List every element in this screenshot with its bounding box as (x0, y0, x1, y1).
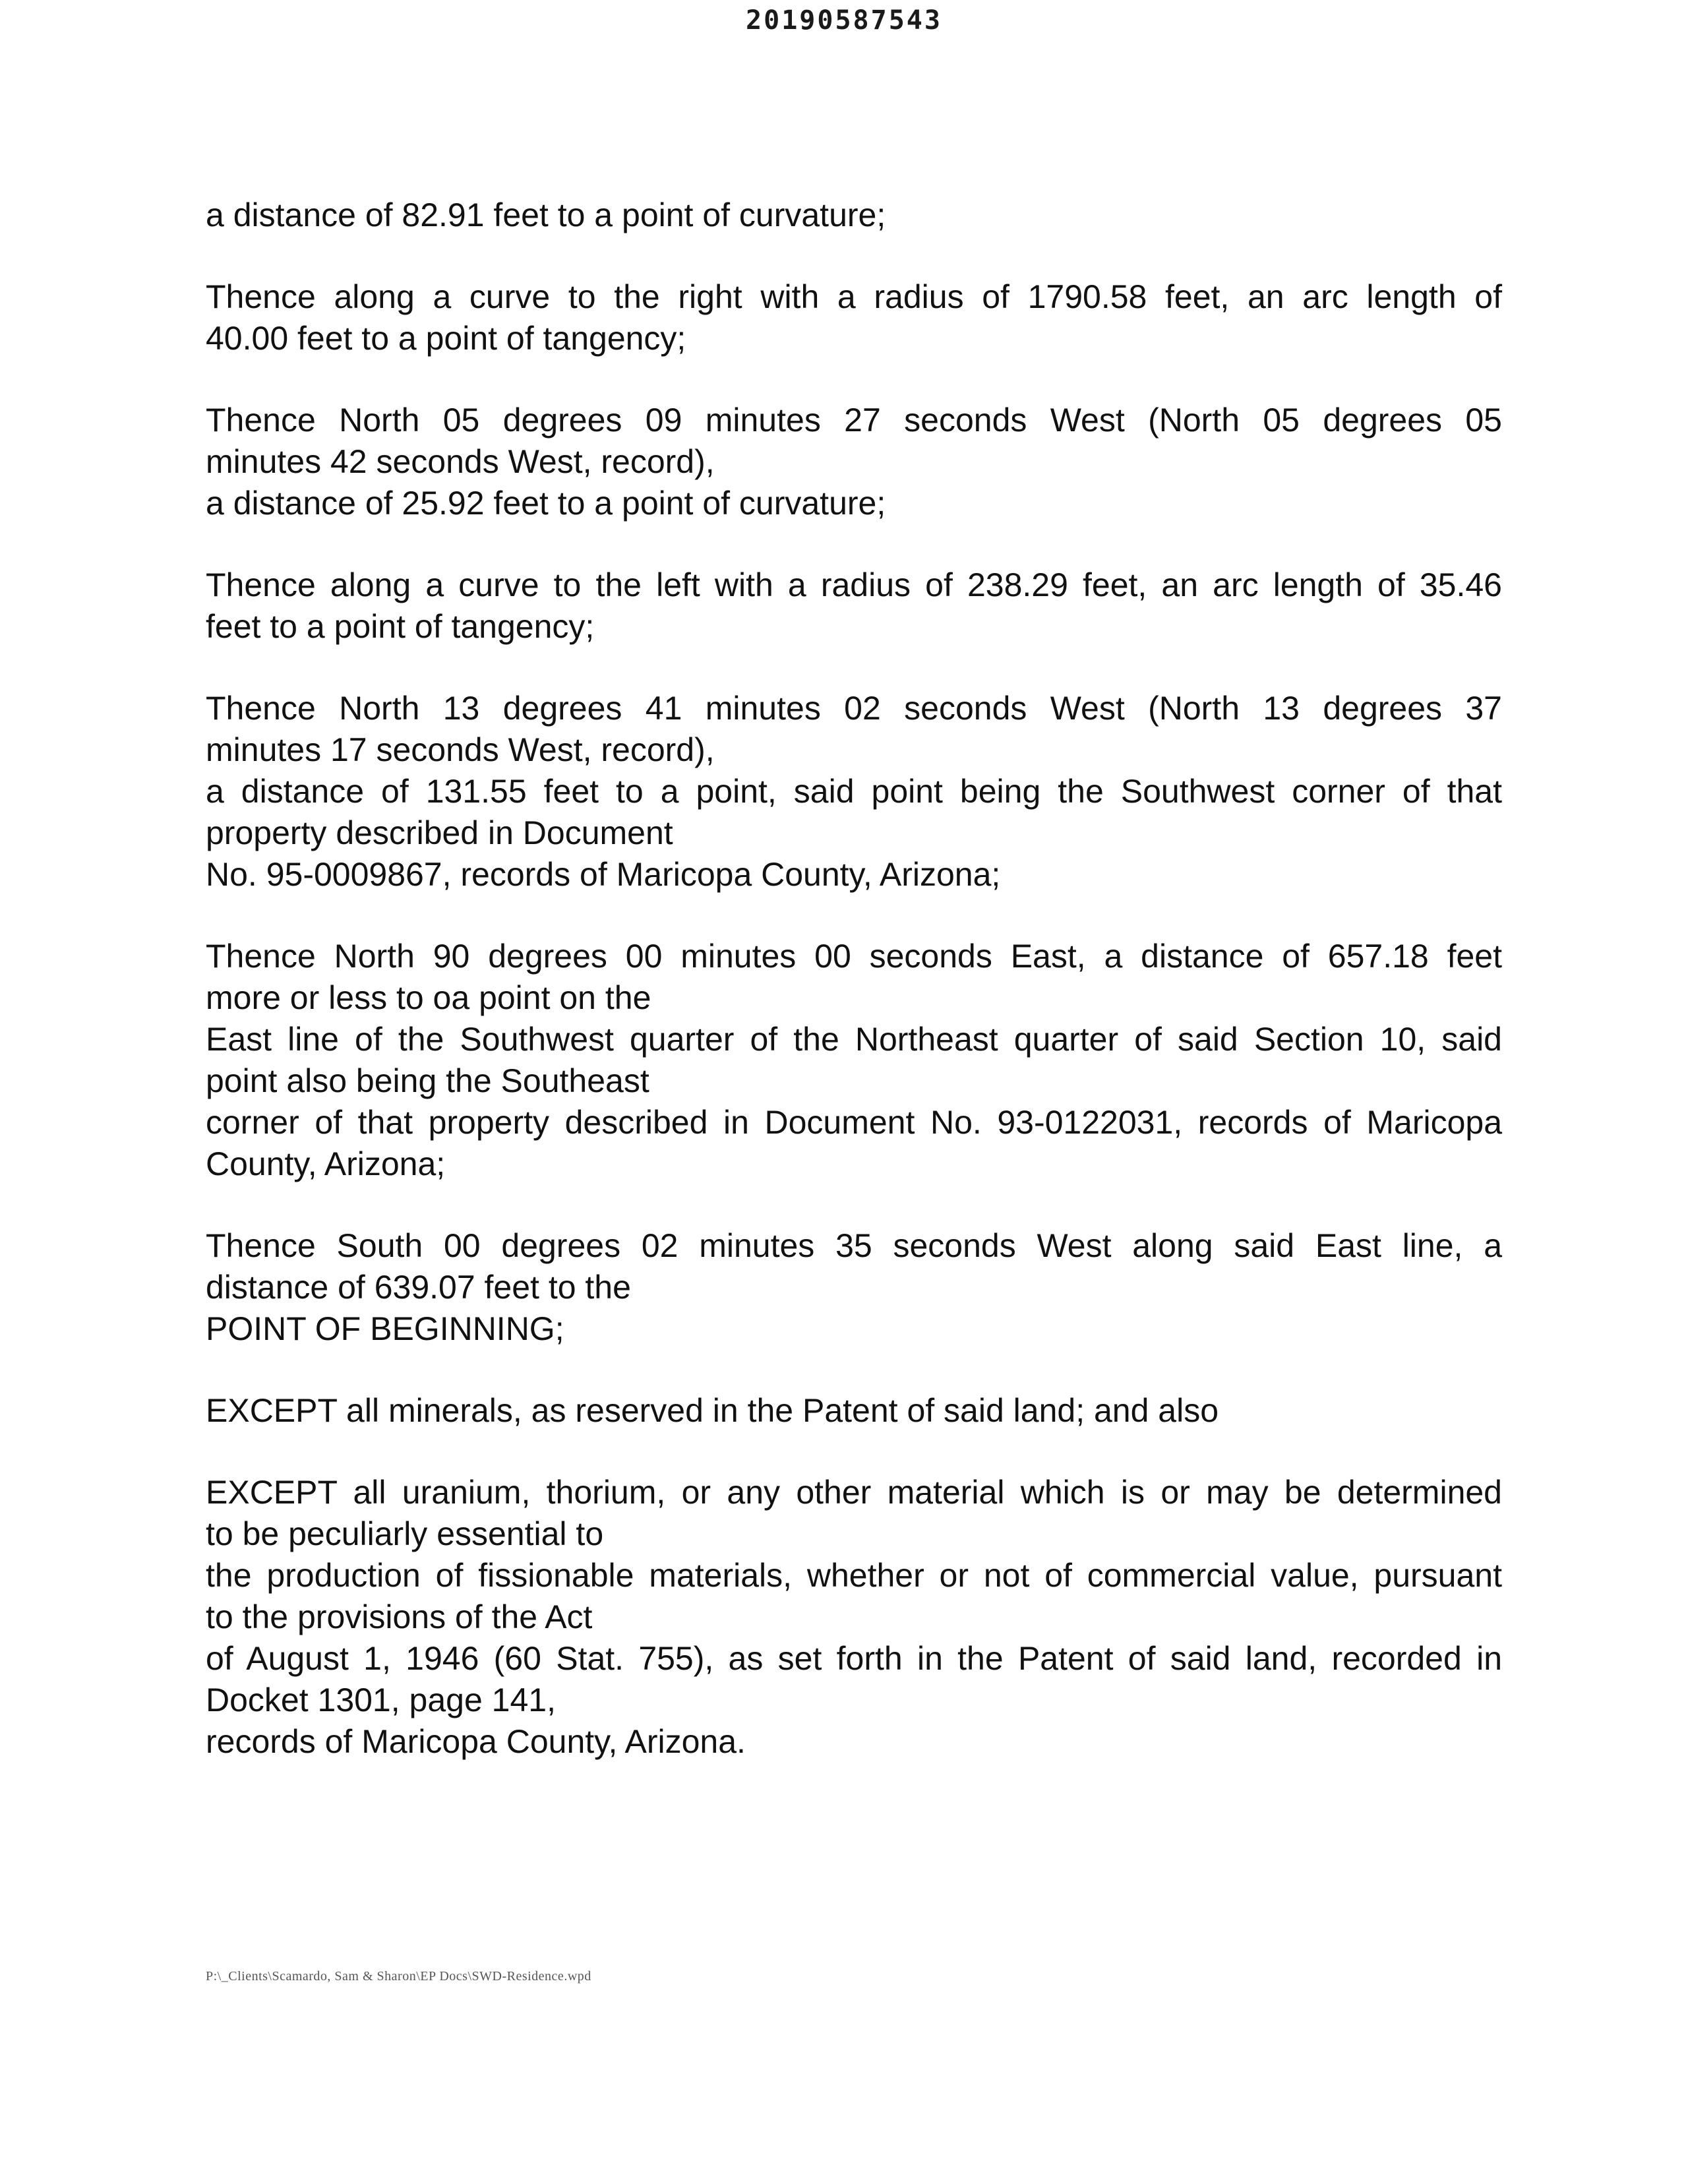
text-line: EXCEPT all uranium, thorium, or any other material which is or may be determined (206, 1474, 1502, 1511)
text-line: Thence South 00 degrees 02 minutes 35 seconds West along said East line, a (206, 1227, 1502, 1264)
paragraph (206, 400, 1502, 524)
text-line: to be peculiarly essential to (206, 1515, 604, 1552)
text-line: records of Maricopa County, Arizona. (206, 1723, 746, 1760)
text-line: 40.00 feet to a point of tangency; (206, 320, 686, 357)
text-line: minutes 42 seconds West, record), (206, 443, 715, 480)
legal-description-body (206, 195, 1502, 1803)
paragraph (206, 1225, 1502, 1350)
text-line: more or less to oa point on the (206, 979, 651, 1016)
text-line: to the provisions of the Act (206, 1598, 593, 1635)
text-line: a distance of 82.91 feet to a point of curvature; (206, 197, 886, 233)
text-line: POINT OF BEGINNING; (206, 1310, 564, 1347)
text-line: Docket 1301, page 141, (206, 1682, 556, 1718)
paragraph (206, 564, 1502, 648)
text-line: Thence along a curve to the right with a radius of 1790.58 feet, an arc length of (206, 278, 1502, 315)
text-line: EXCEPT all minerals, as reserved in the Patent of said land; and also (206, 1392, 1219, 1429)
text-line: Thence North 05 degrees 09 minutes 27 seconds West (North 05 degrees 05 (206, 402, 1502, 439)
text-line: property described in Document (206, 814, 673, 851)
document-number: 20190587543 (746, 5, 942, 36)
paragraph (206, 688, 1502, 895)
footer-file-path: P:\_Clients\Scamardo, Sam & Sharon\EP Docs\SWD-Residence.wpd (206, 1969, 591, 1984)
paragraph (206, 1390, 1502, 1432)
text-line: corner of that property described in Document No. 93-0122031, records of Maricopa (206, 1104, 1502, 1141)
text-line: East line of the Southwest quarter of the Northeast quarter of said Section 10, said (206, 1021, 1502, 1058)
text-line: a distance of 131.55 feet to a point, said point being the Southwest corner of that (206, 773, 1502, 810)
text-line: point also being the Southeast (206, 1062, 649, 1099)
paragraph (206, 195, 1502, 236)
paragraph (206, 1472, 1502, 1763)
text-line: Thence along a curve to the left with a radius of 238.29 feet, an arc length of 35.46 (206, 566, 1502, 603)
paragraph (206, 936, 1502, 1185)
text-line: No. 95-0009867, records of Maricopa County, Arizona; (206, 856, 1001, 893)
text-line: County, Arizona; (206, 1145, 446, 1182)
text-line: Thence North 13 degrees 41 minutes 02 seconds West (North 13 degrees 37 (206, 690, 1502, 727)
text-line: the production of fissionable materials, whether or not of commercial value, pursuant (206, 1557, 1502, 1594)
text-line: a distance of 25.92 feet to a point of curvature; (206, 485, 886, 522)
text-line: of August 1, 1946 (60 Stat. 755), as set forth in the Patent of said land, recorded in (206, 1640, 1502, 1677)
text-line: minutes 17 seconds West, record), (206, 731, 715, 768)
text-line: Thence North 90 degrees 00 minutes 00 seconds East, a distance of 657.18 feet (206, 938, 1502, 975)
text-line: distance of 639.07 feet to the (206, 1269, 631, 1306)
paragraph (206, 276, 1502, 359)
text-line: feet to a point of tangency; (206, 608, 595, 645)
